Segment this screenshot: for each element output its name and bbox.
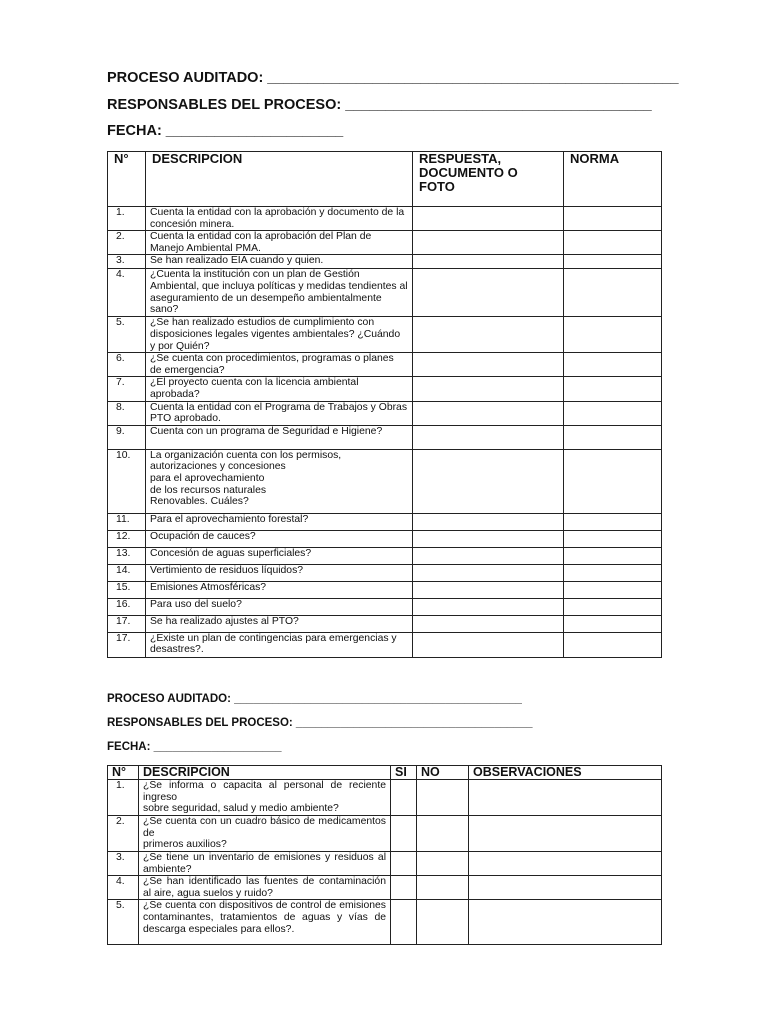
table-row	[108, 547, 662, 564]
row-number: 14.	[108, 564, 146, 581]
table-row	[108, 231, 662, 255]
row-number: 17.	[108, 615, 146, 632]
header-respuesta: RESPUESTA, DOCUMENTO O FOTO	[413, 152, 564, 207]
response-cell[interactable]	[413, 207, 564, 231]
table-row	[108, 852, 662, 876]
row-number: 15.	[108, 581, 146, 598]
row-number: 10.	[108, 449, 146, 513]
norma-cell[interactable]	[564, 269, 662, 317]
row-number: 8.	[108, 401, 146, 425]
observaciones-cell[interactable]	[469, 816, 662, 852]
row-number: 5.	[108, 900, 139, 945]
si-cell[interactable]	[391, 900, 417, 945]
audit-table-1	[107, 151, 662, 658]
table-row	[108, 615, 662, 632]
row-number: 5.	[108, 317, 146, 353]
table-row	[108, 425, 662, 449]
header-si: SI	[391, 766, 417, 780]
responsables-field-2: RESPONSABLES DEL PROCESO: _____________________________________	[107, 717, 533, 729]
row-number: 9.	[108, 425, 146, 449]
response-cell[interactable]	[413, 377, 564, 401]
no-cell[interactable]	[417, 900, 469, 945]
row-description: ¿Cuenta la institución con un plan de Gestión Ambiental, que incluya políticas y medidas tendientes al aseguramiento de un desempeño ambientalmente sano?	[146, 269, 413, 317]
row-description: ¿Se tiene un inventario de emisiones y residuos al ambiente?	[139, 852, 391, 876]
row-description: La organización cuenta con los permisos, autorizaciones y concesiones para el aprovechamiento de los recursos naturales Renovables. Cuáles?	[146, 449, 413, 513]
fecha-field-2: FECHA: ____________________	[107, 741, 282, 753]
row-number: 4.	[108, 876, 139, 900]
fecha-field: FECHA: ______________________	[107, 123, 344, 139]
response-cell[interactable]	[413, 269, 564, 317]
audit-table-2	[107, 765, 662, 945]
table-row	[108, 401, 662, 425]
no-cell[interactable]	[417, 780, 469, 816]
row-description: ¿Se cuenta con procedimientos, programas o planes de emergencia?	[146, 353, 413, 377]
norma-cell[interactable]	[564, 615, 662, 632]
row-description: Cuenta la entidad con la aprobación y documento de la concesión minera.	[146, 207, 413, 231]
observaciones-cell[interactable]	[469, 852, 662, 876]
row-number: 2.	[108, 231, 146, 255]
response-cell[interactable]	[413, 317, 564, 353]
table-row	[108, 255, 662, 269]
response-cell[interactable]	[413, 530, 564, 547]
row-number: 4.	[108, 269, 146, 317]
norma-cell[interactable]	[564, 530, 662, 547]
row-number: 3.	[108, 255, 146, 269]
header-observaciones: OBSERVACIONES	[469, 766, 662, 780]
proceso-auditado-field-2: PROCESO AUDITADO: _____________________________________________	[107, 693, 522, 705]
table-row	[108, 564, 662, 581]
observaciones-cell[interactable]	[469, 876, 662, 900]
norma-cell[interactable]	[564, 231, 662, 255]
row-description: Cuenta con un programa de Seguridad e Higiene?	[146, 425, 413, 449]
response-cell[interactable]	[413, 564, 564, 581]
row-description: Se ha realizado ajustes al PTO?	[146, 615, 413, 632]
norma-cell[interactable]	[564, 581, 662, 598]
norma-cell[interactable]	[564, 449, 662, 513]
norma-cell[interactable]	[564, 598, 662, 615]
response-cell[interactable]	[413, 231, 564, 255]
row-number: 7.	[108, 377, 146, 401]
row-description: ¿Se han identificado las fuentes de contaminación al aire, agua suelos y ruido?	[139, 876, 391, 900]
response-cell[interactable]	[413, 401, 564, 425]
table-row	[108, 449, 662, 513]
table-row	[108, 207, 662, 231]
response-cell[interactable]	[413, 547, 564, 564]
norma-cell[interactable]	[564, 513, 662, 530]
si-cell[interactable]	[391, 816, 417, 852]
si-cell[interactable]	[391, 876, 417, 900]
norma-cell[interactable]	[564, 207, 662, 231]
row-number: 12.	[108, 530, 146, 547]
no-cell[interactable]	[417, 876, 469, 900]
responsables-field: RESPONSABLES DEL PROCESO: ______________________________________	[107, 97, 652, 113]
header-descripcion-2: DESCRIPCION	[139, 766, 391, 780]
row-number: 1.	[108, 780, 139, 816]
norma-cell[interactable]	[564, 255, 662, 269]
table-row	[108, 317, 662, 353]
table-row	[108, 598, 662, 615]
row-description: ¿Se cuenta con dispositivos de control de emisiones contaminantes, tratamientos de aguas y vías de descarga especiales para ellos?.	[139, 900, 391, 945]
table-row	[108, 377, 662, 401]
proceso-auditado-field: PROCESO AUDITADO: ___________________________________________________	[107, 70, 679, 86]
row-description: Se han realizado EIA cuando y quien.	[146, 255, 413, 269]
header-descripcion: DESCRIPCION	[146, 152, 413, 207]
norma-cell[interactable]	[564, 317, 662, 353]
row-description: Para uso del suelo?	[146, 598, 413, 615]
norma-cell[interactable]	[564, 401, 662, 425]
response-cell[interactable]	[413, 449, 564, 513]
norma-cell[interactable]	[564, 547, 662, 564]
response-cell[interactable]	[413, 255, 564, 269]
row-description: ¿Se han realizado estudios de cumplimiento con disposiciones legales vigentes ambientales? ¿Cuándo y por Quién?	[146, 317, 413, 353]
si-cell[interactable]	[391, 852, 417, 876]
norma-cell[interactable]	[564, 377, 662, 401]
response-cell[interactable]	[413, 425, 564, 449]
response-cell[interactable]	[413, 513, 564, 530]
row-number: 2.	[108, 816, 139, 852]
row-number: 17.	[108, 632, 146, 657]
no-cell[interactable]	[417, 852, 469, 876]
row-description: ¿Existe un plan de contingencias para emergencias y desastres?.	[146, 632, 413, 657]
row-number: 13.	[108, 547, 146, 564]
header-no: NO	[417, 766, 469, 780]
table-row	[108, 269, 662, 317]
norma-cell[interactable]	[564, 425, 662, 449]
norma-cell[interactable]	[564, 632, 662, 657]
norma-cell[interactable]	[564, 564, 662, 581]
row-description: Para el aprovechamiento forestal?	[146, 513, 413, 530]
row-number: 3.	[108, 852, 139, 876]
table-row	[108, 816, 662, 852]
table-row	[108, 780, 662, 816]
response-cell[interactable]	[413, 598, 564, 615]
row-number: 6.	[108, 353, 146, 377]
table-row	[108, 900, 662, 945]
row-description: Cuenta la entidad con la aprobación del Plan de Manejo Ambiental PMA.	[146, 231, 413, 255]
table-row	[108, 513, 662, 530]
row-description: Emisiones Atmosféricas?	[146, 581, 413, 598]
si-cell[interactable]	[391, 780, 417, 816]
table-row	[108, 353, 662, 377]
header-num: N°	[108, 152, 146, 207]
header-num-2: N°	[108, 766, 139, 780]
response-cell[interactable]	[413, 615, 564, 632]
table-row	[108, 876, 662, 900]
header-norma: NORMA	[564, 152, 662, 207]
observaciones-cell[interactable]	[469, 900, 662, 945]
observaciones-cell[interactable]	[469, 780, 662, 816]
row-description: ¿Se cuenta con un cuadro básico de medicamentos de primeros auxilios?	[139, 816, 391, 852]
response-cell[interactable]	[413, 632, 564, 657]
row-description: Cuenta la entidad con el Programa de Trabajos y Obras PTO aprobado.	[146, 401, 413, 425]
response-cell[interactable]	[413, 581, 564, 598]
table-row	[108, 632, 662, 657]
row-description: Ocupación de cauces?	[146, 530, 413, 547]
row-description: ¿El proyecto cuenta con la licencia ambiental aprobada?	[146, 377, 413, 401]
row-number: 11.	[108, 513, 146, 530]
row-number: 1.	[108, 207, 146, 231]
row-description: Vertimiento de residuos líquidos?	[146, 564, 413, 581]
table-row	[108, 530, 662, 547]
row-description: ¿Se informa o capacita al personal de reciente ingreso sobre seguridad, salud y medio ambiente?	[139, 780, 391, 816]
row-number: 16.	[108, 598, 146, 615]
response-cell[interactable]	[413, 353, 564, 377]
table-row	[108, 581, 662, 598]
no-cell[interactable]	[417, 816, 469, 852]
norma-cell[interactable]	[564, 353, 662, 377]
row-description: Concesión de aguas superficiales?	[146, 547, 413, 564]
